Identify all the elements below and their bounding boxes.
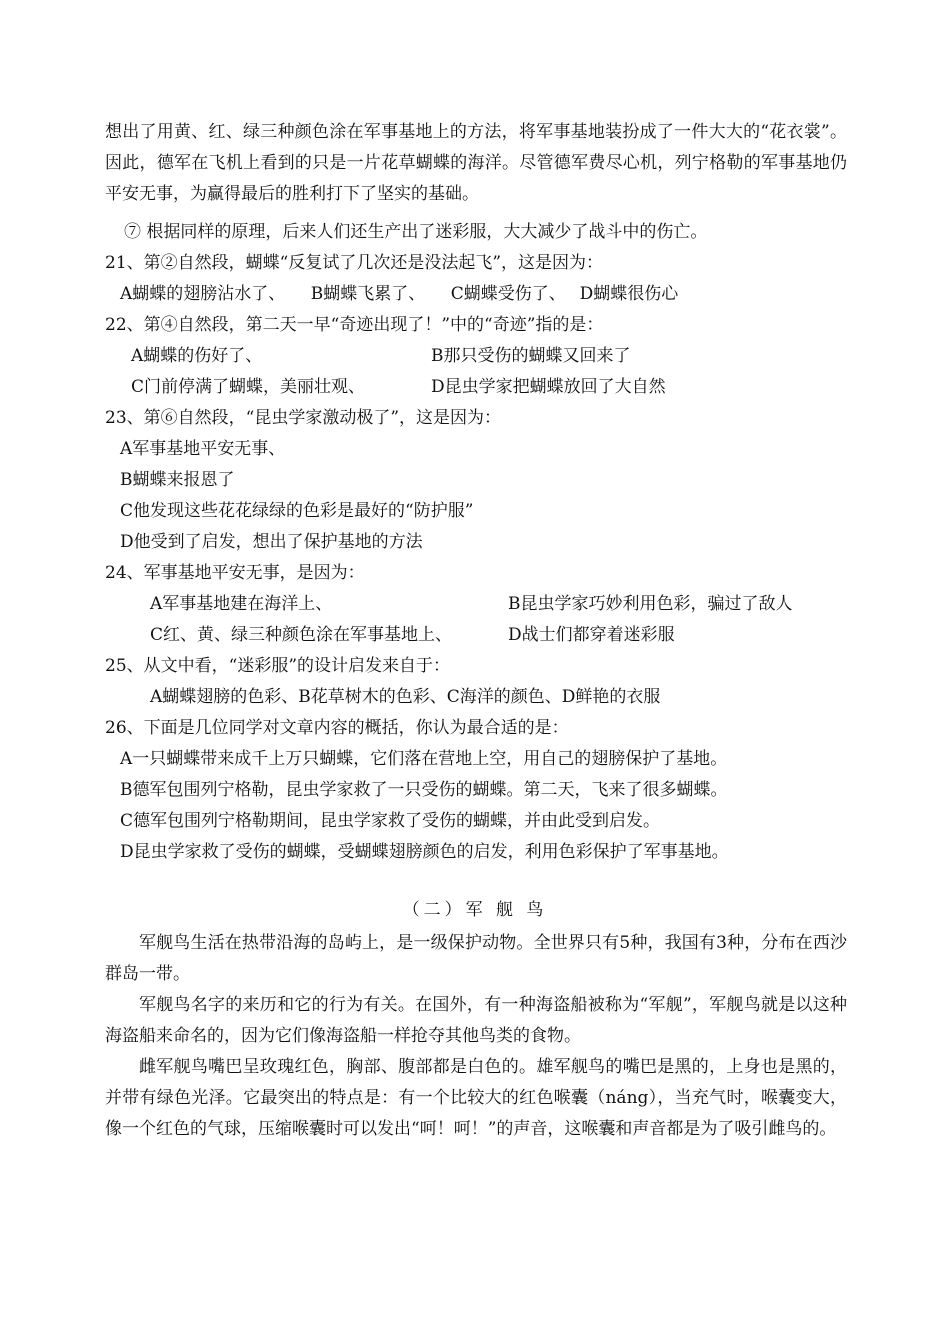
question-23-option-d: D他受到了启发，想出了保护基地的方法: [120, 532, 423, 552]
question-22-option-d: D昆虫学家把蝴蝶放回了大自然: [431, 377, 666, 397]
section2-paragraph-1: 军舰鸟生活在热带沿海的岛屿上，是一级保护动物。全世界只有5种，我国有3种，分布在西沙群岛一带。: [105, 933, 847, 984]
question-22-stem: 22、第④自然段，第二天一早“奇迹出现了！”中的“奇迹”指的是：: [105, 315, 604, 335]
section2-paragraph-3: 雌军舰鸟嘴巴呈玫瑰红色，胸部、腹部都是白色的。雄军舰鸟的嘴巴是黑的，上身也是黑的，并带有绿色光泽。它最突出的特点是：有一个比较大的红色喉囊（náng），当充气时，喉囊变大，像一个红色的气球，压缩喉囊时可以发出“呵！呵！”的声音，这喉囊和声音都是为了吸引雌鸟的。: [105, 1057, 847, 1139]
question-22-option-b: B那只受伤的蝴蝶又回来了: [431, 346, 631, 366]
question-21-stem: 21、第②自然段，蝴蝶“反复试了几次还是没法起飞”，这是因为：: [105, 253, 604, 273]
question-23-option-c: C他发现这些花花绿绿的色彩是最好的“防护服”: [120, 501, 474, 521]
question-23-stem: 23、第⑥自然段，“昆虫学家激动极了”，这是因为：: [105, 408, 502, 428]
section-title: （二）军 舰 鸟: [402, 900, 548, 920]
question-26-option-c: C德军包围列宁格勒期间，昆虫学家救了受伤的蝴蝶，并由此受到启发。: [120, 811, 661, 831]
question-24-stem: 24、军事基地平安无事，是因为：: [105, 563, 365, 583]
question-26-option-a: A一只蝴蝶带来成千上万只蝴蝶，它们落在营地上空，用自己的翅膀保护了基地。: [120, 749, 728, 769]
question-22-option-a: A蝴蝶的伤好了、: [131, 346, 263, 366]
passage-paragraph-6: 想出了用黄、红、绿三种颜色涂在军事基地上的方法，将军事基地装扮成了一件大大的“花衣裳”。因此，德军在飞机上看到的只是一片花草蝴蝶的海洋。尽管德军费尽心机，列宁格勒的军事基地仍平安无事，为赢得最后的胜利打下了坚实的基础。: [105, 122, 847, 204]
question-26-option-d: D昆虫学家救了受伤的蝴蝶，受蝴蝶翅膀颜色的启发，利用色彩保护了军事基地。: [120, 842, 729, 862]
question-24-option-d: D战士们都穿着迷彩服: [508, 625, 675, 645]
section2-paragraph-2: 军舰鸟名字的来历和它的行为有关。在国外，有一种海盗船被称为“军舰”，军舰鸟就是以这种海盗船来命名的，因为它们像海盗船一样抢夺其他鸟类的食物。: [105, 995, 847, 1046]
question-25-options: A蝴蝶翅膀的色彩、B花草树木的色彩、C海洋的颜色、D鲜艳的衣服: [150, 687, 661, 707]
question-24-option-c: C红、黄、绿三种颜色涂在军事基地上、: [150, 625, 453, 645]
question-25-stem: 25、从文中看，“迷彩服”的设计启发来自于：: [105, 656, 451, 676]
question-23-option-b: B蝴蝶来报恩了: [120, 470, 235, 490]
question-24-option-a: A军事基地建在海洋上、: [150, 594, 333, 614]
question-24-option-b: B昆虫学家巧妙利用色彩，骗过了敌人: [508, 594, 793, 614]
question-26-stem: 26、下面是几位同学对文章内容的概括，你认为最合适的是：: [105, 718, 569, 738]
question-23-option-a: A军事基地平安无事、: [120, 439, 286, 459]
question-26-option-b: B德军包围列宁格勒，昆虫学家救了一只受伤的蝴蝶。第二天，飞来了很多蝴蝶。: [120, 780, 728, 800]
question-21-options: A蝴蝶的翅膀沾水了、 B蝴蝶飞累了、 C蝴蝶受伤了、 D蝴蝶很伤心: [120, 284, 679, 304]
passage-paragraph-7: ⑦ 根据同样的原理，后来人们还生产出了迷彩服，大大减少了战斗中的伤亡。: [124, 222, 708, 242]
question-22-option-c: C门前停满了蝴蝶，美丽壮观、: [131, 377, 366, 397]
